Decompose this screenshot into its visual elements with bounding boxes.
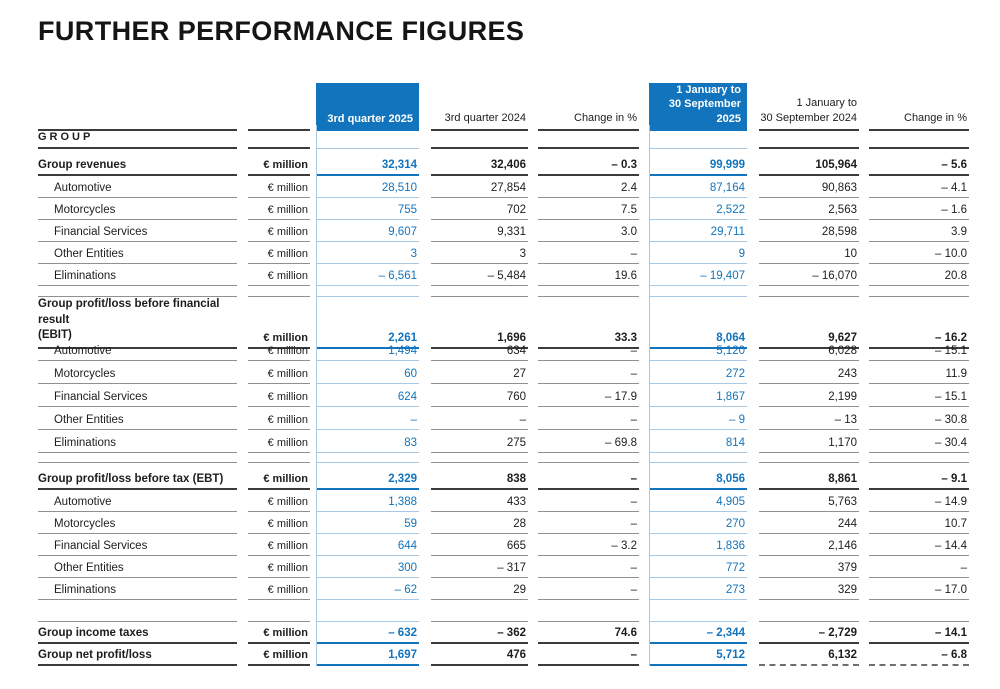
value-cell: 11.9: [869, 361, 969, 384]
unit-label: € million: [248, 407, 310, 430]
row-label: Eliminations: [38, 430, 237, 453]
column-header-change-in: [869, 83, 969, 131]
unit-label: € million: [248, 578, 310, 600]
value-cell: – 13: [759, 407, 859, 430]
rule-cell: [316, 125, 419, 149]
row-group-income-taxes: [38, 622, 969, 644]
value-cell: 28: [431, 512, 528, 534]
column-rule-q3-2025: [316, 125, 317, 666]
value-cell: 9,607: [316, 220, 419, 242]
table-header-row: [38, 83, 969, 125]
header-label-underline: [38, 83, 237, 131]
row-label: Other Entities: [38, 407, 237, 430]
row-label: Other Entities: [38, 242, 237, 264]
value-cell: – 6.8: [869, 644, 969, 666]
value-cell: 10: [759, 242, 859, 264]
unit-label: € million: [248, 512, 310, 534]
column-header-3rd-quarter-2025: [316, 83, 419, 131]
rule-cell: [431, 125, 528, 149]
value-cell: 28,598: [759, 220, 859, 242]
value-cell: 2,146: [759, 534, 859, 556]
rule-cell: [869, 453, 969, 463]
rule-cell: [649, 453, 747, 463]
rule-cell: [431, 600, 528, 622]
value-cell: –: [538, 338, 639, 361]
value-cell: – 15.1: [869, 384, 969, 407]
value-cell: 28,510: [316, 176, 419, 198]
value-cell: –: [316, 407, 419, 430]
value-cell: 2,261: [316, 297, 419, 349]
value-cell: 29,711: [649, 220, 747, 242]
value-cell: – 5.6: [869, 149, 969, 176]
value-cell: 772: [649, 556, 747, 578]
value-cell: 32,314: [316, 149, 419, 176]
rule-cell: [759, 600, 859, 622]
row-other-entities: [38, 407, 969, 430]
row-automotive: [38, 490, 969, 512]
value-cell: 329: [759, 578, 859, 600]
row-label: Group income taxes: [38, 622, 237, 644]
row-automotive: [38, 176, 969, 198]
rule-cell: [316, 286, 419, 297]
row-group-revenues: [38, 149, 969, 176]
value-cell: – 15.1: [869, 338, 969, 361]
column-header-line2: 3rd quarter 2024: [444, 111, 526, 124]
row-group-profit-loss-before-financial-result: [38, 297, 969, 344]
rule-cell: [538, 286, 639, 297]
row-financial-services: [38, 534, 969, 556]
value-cell: – 16.2: [869, 297, 969, 349]
value-cell: 9: [649, 242, 747, 264]
value-cell: – 9: [649, 407, 747, 430]
value-cell: –: [431, 407, 528, 430]
value-cell: – 16,070: [759, 264, 859, 286]
unit-label: € million: [248, 361, 310, 384]
value-cell: – 6,561: [316, 264, 419, 286]
rule-cell: [649, 286, 747, 297]
section-rule-row: [38, 286, 969, 297]
value-cell: 624: [316, 384, 419, 407]
value-cell: – 9.1: [869, 463, 969, 490]
row-eliminations: [38, 430, 969, 453]
value-cell: 27: [431, 361, 528, 384]
value-cell: 32,406: [431, 149, 528, 176]
value-cell: 244: [759, 512, 859, 534]
value-cell: 5,712: [649, 644, 747, 666]
unit-label: € million: [248, 463, 310, 490]
rule-cell: [759, 453, 859, 463]
value-cell: 19.6: [538, 264, 639, 286]
value-cell: 1,388: [316, 490, 419, 512]
value-cell: – 30.4: [869, 430, 969, 453]
row-label: Automotive: [38, 338, 237, 361]
section-rule-row: [38, 600, 969, 622]
value-cell: – 69.8: [538, 430, 639, 453]
rule-cell: [38, 286, 237, 297]
page-title: FURTHER PERFORMANCE FIGURES: [38, 16, 525, 46]
column-header-line2: Change in %: [904, 111, 967, 124]
value-cell: 10.7: [869, 512, 969, 534]
value-cell: 433: [431, 490, 528, 512]
rule-cell: [869, 125, 969, 149]
rule-cell: [248, 600, 310, 622]
value-cell: 60: [316, 361, 419, 384]
value-cell: – 17.9: [538, 384, 639, 407]
column-header-line2: Change in %: [574, 111, 637, 124]
row-group-profit-loss-before-tax-ebt: [38, 463, 969, 490]
value-cell: 2.4: [538, 176, 639, 198]
row-label: Automotive: [38, 490, 237, 512]
value-cell: – 1.6: [869, 198, 969, 220]
row-motorcycles: [38, 198, 969, 220]
value-cell: 379: [759, 556, 859, 578]
value-cell: – 362: [431, 622, 528, 644]
value-cell: 665: [431, 534, 528, 556]
value-cell: – 2,344: [649, 622, 747, 644]
value-cell: –: [538, 463, 639, 490]
value-cell: 29: [431, 578, 528, 600]
row-financial-services: [38, 220, 969, 242]
value-cell: 33.3: [538, 297, 639, 349]
row-label-line1: Group profit/loss before financial result: [38, 298, 220, 326]
rule-cell: [431, 286, 528, 297]
row-label-line2: (EBIT): [38, 329, 72, 342]
value-cell: –: [538, 512, 639, 534]
column-header-30-september-2025: [649, 83, 747, 131]
value-cell: 83: [316, 430, 419, 453]
rule-cell: [759, 125, 859, 149]
value-cell: – 5,484: [431, 264, 528, 286]
group-heading-label: GROUP: [38, 125, 237, 149]
performance-table: [38, 83, 969, 666]
value-cell: 760: [431, 384, 528, 407]
column-header-line1: 1 January to: [676, 84, 741, 96]
value-cell: 838: [431, 463, 528, 490]
value-cell: – 30.8: [869, 407, 969, 430]
column-header-line2: 30 September 2024: [760, 111, 857, 124]
unit-label: € million: [248, 534, 310, 556]
row-label: Financial Services: [38, 384, 237, 407]
row-label: Group revenues: [38, 149, 237, 176]
value-cell: 2,329: [316, 463, 419, 490]
value-cell: 275: [431, 430, 528, 453]
value-cell: 273: [649, 578, 747, 600]
row-label: Other Entities: [38, 556, 237, 578]
unit-label: € million: [248, 556, 310, 578]
value-cell: 2,522: [649, 198, 747, 220]
value-cell: 20.8: [869, 264, 969, 286]
value-cell: 1,697: [316, 644, 419, 666]
value-cell: – 632: [316, 622, 419, 644]
row-label: Motorcycles: [38, 512, 237, 534]
value-cell: –: [869, 556, 969, 578]
unit-label: € million: [248, 338, 310, 361]
value-cell: –: [538, 578, 639, 600]
value-cell: 1,696: [431, 297, 528, 349]
value-cell: –: [538, 644, 639, 666]
value-cell: 8,861: [759, 463, 859, 490]
unit-label: € million: [248, 242, 310, 264]
rule-cell: [316, 600, 419, 622]
value-cell: – 14.4: [869, 534, 969, 556]
value-cell: 59: [316, 512, 419, 534]
value-cell: 814: [649, 430, 747, 453]
value-cell: 270: [649, 512, 747, 534]
row-financial-services: [38, 384, 969, 407]
row-motorcycles: [38, 512, 969, 534]
value-cell: 74.6: [538, 622, 639, 644]
row-label: Motorcycles: [38, 198, 237, 220]
column-header-line1: 1 January to: [796, 97, 857, 110]
column-rule-ytd-2025: [649, 125, 650, 666]
value-cell: 8,056: [649, 463, 747, 490]
unit-label: € million: [248, 430, 310, 453]
group-heading-row: [38, 125, 969, 149]
rule-cell: [538, 453, 639, 463]
value-cell: –: [538, 242, 639, 264]
value-cell: – 2,729: [759, 622, 859, 644]
value-cell: 2,563: [759, 198, 859, 220]
rule-cell: [649, 125, 747, 149]
value-cell: 3.9: [869, 220, 969, 242]
row-motorcycles: [38, 361, 969, 384]
column-header-change-in: [538, 83, 639, 131]
rule-cell: [538, 600, 639, 622]
value-cell: 634: [431, 338, 528, 361]
row-label: Automotive: [38, 176, 237, 198]
rule-cell: [759, 286, 859, 297]
value-cell: 9,627: [759, 297, 859, 349]
row-label: Eliminations: [38, 578, 237, 600]
unit-label: € million: [248, 264, 310, 286]
value-cell: –: [538, 490, 639, 512]
row-label: Eliminations: [38, 264, 237, 286]
row-label: Group profit/loss before tax (EBT): [38, 463, 237, 490]
value-cell: –: [538, 556, 639, 578]
value-cell: 5,120: [649, 338, 747, 361]
value-cell: 1,836: [649, 534, 747, 556]
unit-label: € million: [248, 490, 310, 512]
value-cell: – 19,407: [649, 264, 747, 286]
value-cell: 87,164: [649, 176, 747, 198]
row-group-net-profit-loss: [38, 644, 969, 666]
value-cell: 6,132: [759, 644, 859, 666]
value-cell: 3.0: [538, 220, 639, 242]
section-rule-row: [38, 453, 969, 463]
value-cell: – 14.9: [869, 490, 969, 512]
rule-cell: [38, 453, 237, 463]
value-cell: 644: [316, 534, 419, 556]
column-header-3rd-quarter-2024: [431, 83, 528, 131]
row-other-entities: [38, 556, 969, 578]
value-cell: 272: [649, 361, 747, 384]
value-cell: –: [538, 361, 639, 384]
value-cell: 1,494: [316, 338, 419, 361]
rule-cell: [869, 286, 969, 297]
column-header-line2: 30 September 2025: [668, 98, 741, 125]
value-cell: 5,763: [759, 490, 859, 512]
column-header-line2: 3rd quarter 2025: [327, 112, 413, 125]
value-cell: 27,854: [431, 176, 528, 198]
unit-label: € million: [248, 384, 310, 407]
unit-label: € million: [248, 220, 310, 242]
value-cell: – 317: [431, 556, 528, 578]
row-label: Financial Services: [38, 534, 237, 556]
unit-label: € million: [248, 644, 310, 666]
value-cell: 300: [316, 556, 419, 578]
value-cell: 2,199: [759, 384, 859, 407]
row-label-lines: [38, 297, 237, 344]
rule-cell: [248, 125, 310, 149]
value-cell: – 17.0: [869, 578, 969, 600]
header-unit-underline: [248, 83, 310, 131]
value-cell: 1,170: [759, 430, 859, 453]
value-cell: – 10.0: [869, 242, 969, 264]
rule-cell: [869, 600, 969, 622]
value-cell: – 14.1: [869, 622, 969, 644]
value-cell: – 62: [316, 578, 419, 600]
row-label: Financial Services: [38, 220, 237, 242]
value-cell: 6,028: [759, 338, 859, 361]
value-cell: 755: [316, 198, 419, 220]
row-eliminations: [38, 264, 969, 286]
value-cell: 105,964: [759, 149, 859, 176]
value-cell: 3: [431, 242, 528, 264]
value-cell: 3: [316, 242, 419, 264]
row-label: Motorcycles: [38, 361, 237, 384]
value-cell: – 0.3: [538, 149, 639, 176]
value-cell: 476: [431, 644, 528, 666]
unit-label: € million: [248, 149, 310, 176]
unit-label: € million: [248, 176, 310, 198]
unit-label: € million: [248, 198, 310, 220]
value-cell: 702: [431, 198, 528, 220]
row-label: Group net profit/loss: [38, 644, 237, 666]
value-cell: – 4.1: [869, 176, 969, 198]
value-cell: 9,331: [431, 220, 528, 242]
unit-label: € million: [248, 297, 310, 349]
value-cell: –: [538, 407, 639, 430]
column-header-30-september-2024: [759, 83, 859, 131]
value-cell: – 3.2: [538, 534, 639, 556]
rule-cell: [38, 600, 237, 622]
unit-label: € million: [248, 622, 310, 644]
row-other-entities: [38, 242, 969, 264]
rule-cell: [538, 125, 639, 149]
value-cell: 243: [759, 361, 859, 384]
value-cell: 8,064: [649, 297, 747, 349]
rule-cell: [248, 286, 310, 297]
value-cell: 4,905: [649, 490, 747, 512]
value-cell: 99,999: [649, 149, 747, 176]
value-cell: 90,863: [759, 176, 859, 198]
rule-cell: [316, 453, 419, 463]
value-cell: 1,867: [649, 384, 747, 407]
rule-cell: [248, 453, 310, 463]
row-eliminations: [38, 578, 969, 600]
value-cell: 7.5: [538, 198, 639, 220]
row-automotive: [38, 338, 969, 361]
rule-cell: [649, 600, 747, 622]
rule-cell: [431, 453, 528, 463]
